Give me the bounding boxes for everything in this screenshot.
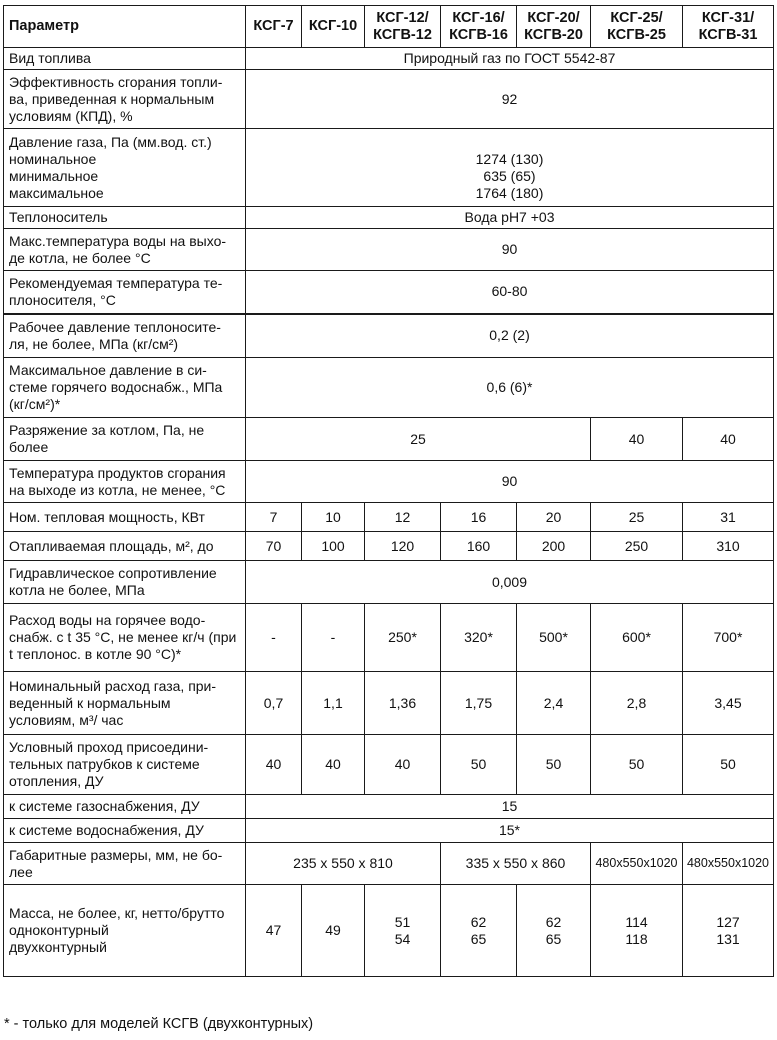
value-cell: 700* bbox=[683, 604, 774, 672]
header-model: КСГ-7 bbox=[246, 6, 302, 48]
value-cell: 1,75 bbox=[441, 672, 517, 735]
param-label: Расход воды на горячее водо- снабж. с t 35 °С, не менее кг/ч (при t теплонос. в котле 90 °С)* bbox=[4, 604, 246, 672]
table-row bbox=[4, 604, 774, 672]
header-model: КСГ-20/ КСГВ-20 bbox=[517, 6, 591, 48]
value-cell: - bbox=[246, 604, 302, 672]
value-cell: 500* bbox=[517, 604, 591, 672]
param-label: Номинальный расход газа, при- веденный к нормальным условиям, м³/ час bbox=[4, 672, 246, 735]
value-cell: 127 131 bbox=[683, 885, 774, 977]
value-cell: 2,4 bbox=[517, 672, 591, 735]
table-row bbox=[4, 735, 774, 795]
value-cell: - bbox=[302, 604, 365, 672]
table-row bbox=[4, 207, 774, 229]
table-row bbox=[4, 129, 774, 207]
table-row bbox=[4, 819, 774, 843]
param-label: Температура продуктов сгорания на выходе из котла, не менее, °С bbox=[4, 461, 246, 503]
param-label: Эффективность сгорания топли- ва, приведенная к нормальным условиям (КПД), % bbox=[4, 70, 246, 129]
table-row bbox=[4, 843, 774, 885]
value-cell: 1274 (130) 635 (65) 1764 (180) bbox=[246, 129, 774, 207]
value-cell: 50 bbox=[441, 735, 517, 795]
value-cell: 12 bbox=[365, 503, 441, 532]
value-cell: 90 bbox=[246, 229, 774, 271]
param-label: к системе газоснабжения, ДУ bbox=[4, 795, 246, 819]
value-cell: 62 65 bbox=[517, 885, 591, 977]
table-row bbox=[4, 503, 774, 532]
value-cell: 62 65 bbox=[441, 885, 517, 977]
value-cell: 40 bbox=[246, 735, 302, 795]
table-row bbox=[4, 561, 774, 604]
param-label: Разряжение за котлом, Па, не более bbox=[4, 418, 246, 461]
table-row bbox=[4, 358, 774, 418]
value-cell: 51 54 bbox=[365, 885, 441, 977]
value-cell: 40 bbox=[302, 735, 365, 795]
value-cell: 600* bbox=[591, 604, 683, 672]
value-cell: 40 bbox=[683, 418, 774, 461]
value-cell: 40 bbox=[365, 735, 441, 795]
value-cell: 480х550х1020 bbox=[683, 843, 774, 885]
value-cell: 320* bbox=[441, 604, 517, 672]
param-label: Рабочее давление теплоносите- ля, не более, МПа (кг/см²) bbox=[4, 314, 246, 358]
param-label: Вид топлива bbox=[4, 48, 246, 70]
param-label: Теплоноситель bbox=[4, 207, 246, 229]
value-cell: 250 bbox=[591, 532, 683, 561]
value-cell: Вода pH7 +03 bbox=[246, 207, 774, 229]
value-cell: 0,009 bbox=[246, 561, 774, 604]
param-label: Рекомендуемая температура те- плоносителя, °С bbox=[4, 271, 246, 314]
value-cell: 1,36 bbox=[365, 672, 441, 735]
value-cell: 0,6 (6)* bbox=[246, 358, 774, 418]
value-cell: 25 bbox=[591, 503, 683, 532]
table-row bbox=[4, 271, 774, 314]
value-cell: 10 bbox=[302, 503, 365, 532]
value-cell: 47 bbox=[246, 885, 302, 977]
value-cell: 0,7 bbox=[246, 672, 302, 735]
header-model: КСГ-10 bbox=[302, 6, 365, 48]
value-cell: 0,2 (2) bbox=[246, 314, 774, 358]
header-model: КСГ-12/ КСГВ-12 bbox=[365, 6, 441, 48]
param-label: Габаритные размеры, мм, не бо- лее bbox=[4, 843, 246, 885]
header-model: КСГ-16/ КСГВ-16 bbox=[441, 6, 517, 48]
header-model: КСГ-31/ КСГВ-31 bbox=[683, 6, 774, 48]
table-row bbox=[4, 70, 774, 129]
header-param: Параметр bbox=[4, 6, 246, 48]
param-label: Давление газа, Па (мм.вод. ст.) номинальное минимальное максимальное bbox=[4, 129, 246, 207]
value-cell: 49 bbox=[302, 885, 365, 977]
value-cell: 50 bbox=[683, 735, 774, 795]
value-cell: Природный газ по ГОСТ 5542-87 bbox=[246, 48, 774, 70]
value-cell: 100 bbox=[302, 532, 365, 561]
footnote: * - только для моделей КСГВ (двухконтурных) bbox=[4, 1016, 314, 1032]
value-cell: 120 bbox=[365, 532, 441, 561]
param-label: Гидравлическое сопротивление котла не более, МПа bbox=[4, 561, 246, 604]
value-cell: 2,8 bbox=[591, 672, 683, 735]
value-cell: 114 118 bbox=[591, 885, 683, 977]
value-cell: 25 bbox=[246, 418, 591, 461]
spec-table bbox=[3, 5, 774, 977]
header-model: КСГ-25/ КСГВ-25 bbox=[591, 6, 683, 48]
param-label: Масса, не более, кг, нетто/брутто одноконтурный двухконтурный bbox=[4, 885, 246, 977]
value-cell: 235 х 550 х 810 bbox=[246, 843, 441, 885]
value-cell: 92 bbox=[246, 70, 774, 129]
value-cell: 50 bbox=[591, 735, 683, 795]
table-row bbox=[4, 48, 774, 70]
table-row bbox=[4, 532, 774, 561]
param-label: к системе водоснабжения, ДУ bbox=[4, 819, 246, 843]
header-row bbox=[4, 6, 774, 48]
table-row bbox=[4, 672, 774, 735]
param-label: Макс.температура воды на выхо- де котла, не более °С bbox=[4, 229, 246, 271]
value-cell: 310 bbox=[683, 532, 774, 561]
value-cell: 90 bbox=[246, 461, 774, 503]
value-cell: 20 bbox=[517, 503, 591, 532]
param-label: Условный проход присоедини- тельных патрубков к системе отопления, ДУ bbox=[4, 735, 246, 795]
value-cell: 40 bbox=[591, 418, 683, 461]
value-cell: 16 bbox=[441, 503, 517, 532]
value-cell: 60-80 bbox=[246, 271, 774, 314]
value-cell: 250* bbox=[365, 604, 441, 672]
param-label: Отапливаемая площадь, м², до bbox=[4, 532, 246, 561]
value-cell: 1,1 bbox=[302, 672, 365, 735]
param-label: Максимальное давление в си- стеме горячего водоснабж., МПа (кг/см²)* bbox=[4, 358, 246, 418]
value-cell: 160 bbox=[441, 532, 517, 561]
table-row bbox=[4, 418, 774, 461]
table-row bbox=[4, 885, 774, 977]
table-row bbox=[4, 461, 774, 503]
value-cell: 50 bbox=[517, 735, 591, 795]
value-cell: 15* bbox=[246, 819, 774, 843]
value-cell: 7 bbox=[246, 503, 302, 532]
value-cell: 335 х 550 х 860 bbox=[441, 843, 591, 885]
table-row bbox=[4, 229, 774, 271]
value-cell: 200 bbox=[517, 532, 591, 561]
value-cell: 70 bbox=[246, 532, 302, 561]
value-cell: 15 bbox=[246, 795, 774, 819]
value-cell: 480х550х1020 bbox=[591, 843, 683, 885]
table-row bbox=[4, 314, 774, 358]
value-cell: 31 bbox=[683, 503, 774, 532]
table-row bbox=[4, 795, 774, 819]
param-label: Ном. тепловая мощность, КВт bbox=[4, 503, 246, 532]
value-cell: 3,45 bbox=[683, 672, 774, 735]
